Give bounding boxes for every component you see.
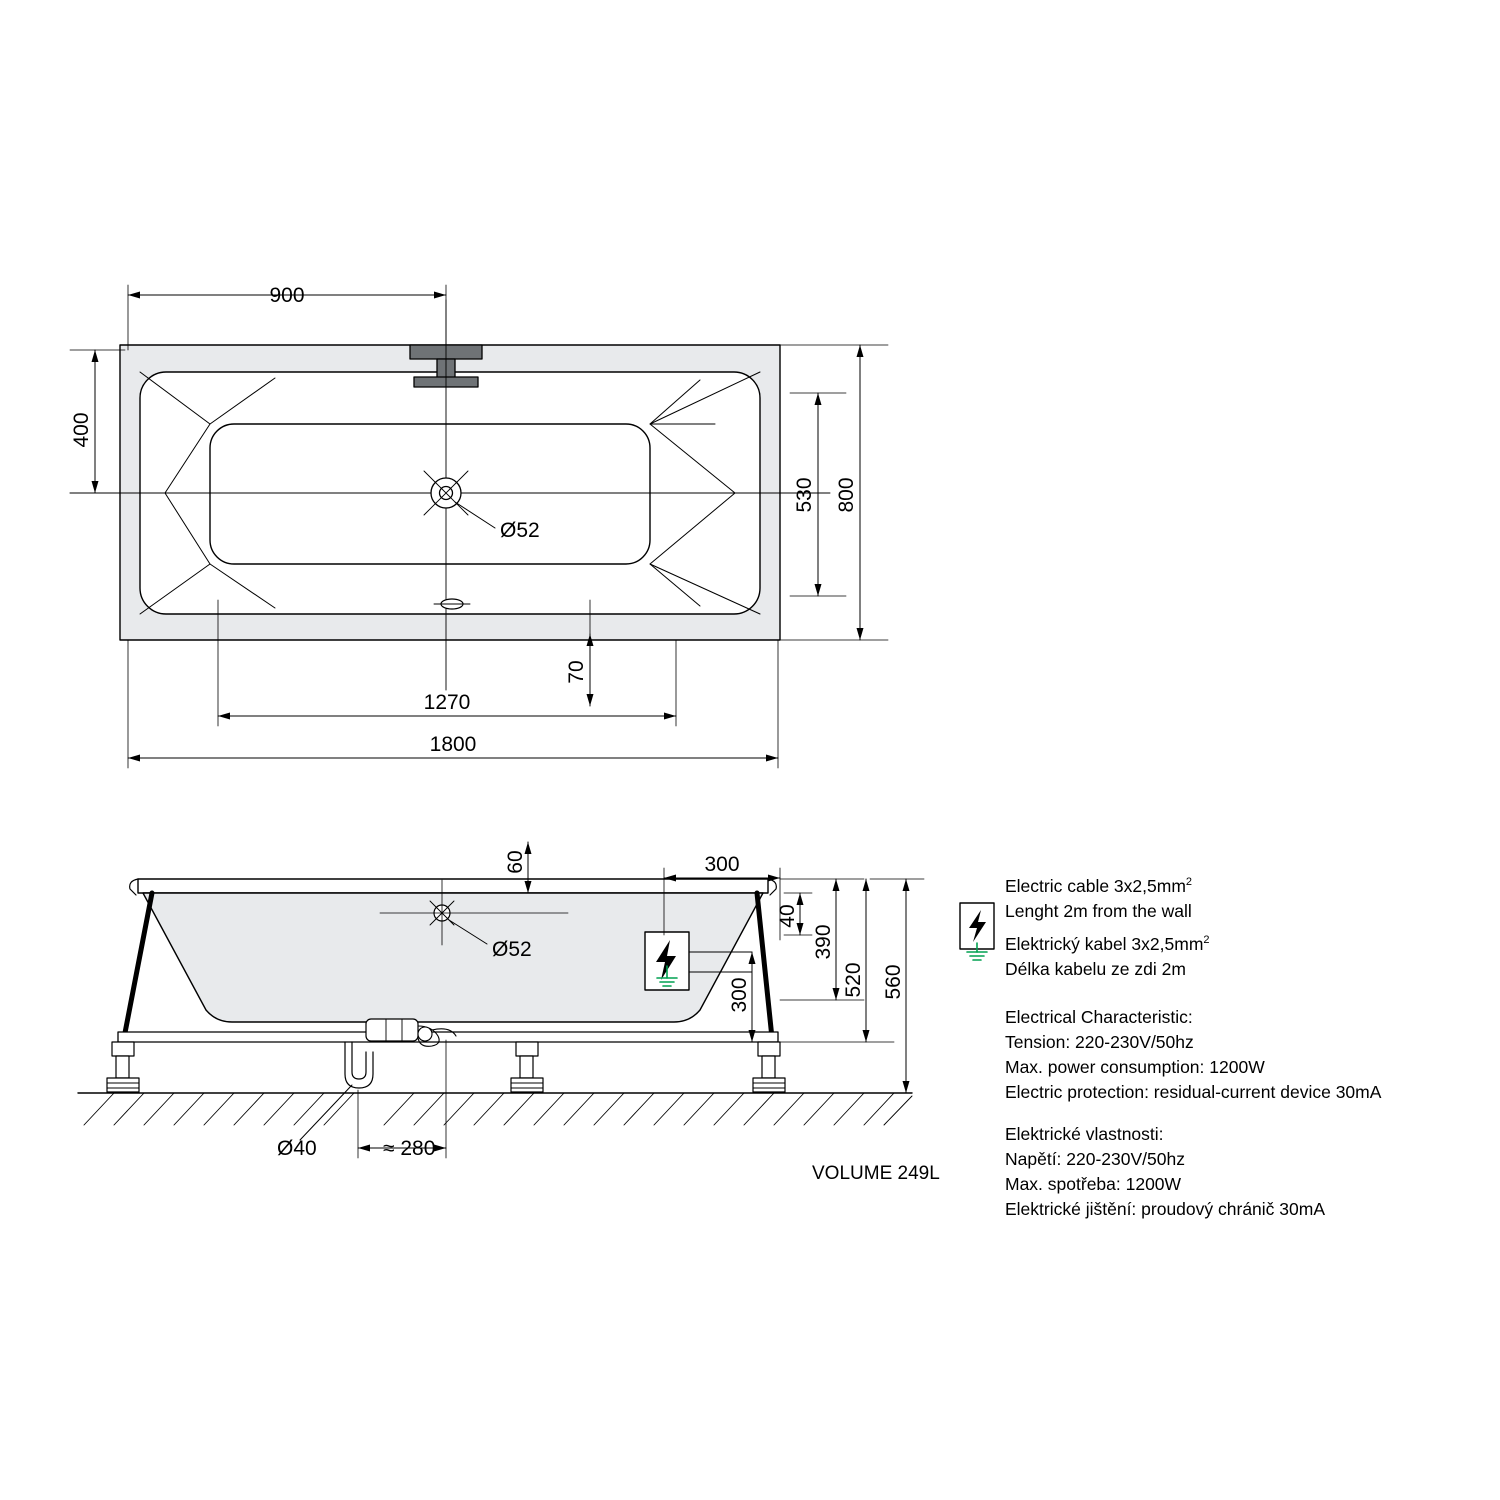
dim-label-70: 70 xyxy=(565,660,588,684)
dim-label-40-waste: Ø40 xyxy=(277,1137,317,1160)
dim-label-390: 390 xyxy=(812,924,835,960)
spec-cable-en-line1-text: Electric cable 3x2,5mm xyxy=(1005,875,1186,896)
dim-label-60: 60 xyxy=(504,850,527,874)
spec-cable-cz-line2: Délka kabelu ze zdi 2m xyxy=(1005,958,1186,979)
dim-label-520: 520 xyxy=(842,962,865,998)
top-view-group xyxy=(70,285,888,768)
dim-label-drain-52-side: Ø52 xyxy=(492,938,532,961)
spec-electrical-cz-row-1: Max. spotřeba: 1200W xyxy=(1005,1174,1182,1194)
spec-electrical-cz-row-0: Napětí: 220-230V/50hz xyxy=(1005,1149,1185,1169)
dim-label-400: 400 xyxy=(70,412,93,448)
spec-electrical-en-row-0: Tension: 220-230V/50hz xyxy=(1005,1032,1194,1052)
spec-cable-cz-line1 xyxy=(1005,928,1210,957)
volume-label: VOLUME 249L xyxy=(812,1163,940,1184)
spec-electrical-en xyxy=(1005,1005,1381,1105)
spec-cable-en-line1 xyxy=(1005,870,1192,899)
spec-electrical-en-title: Electrical Characteristic: xyxy=(1005,1007,1193,1027)
spec-cable-cz xyxy=(1005,928,1210,982)
spec-icon-group xyxy=(960,903,994,960)
dim-label-800: 800 xyxy=(835,477,858,513)
spec-cable-en xyxy=(1005,870,1192,924)
floor xyxy=(78,1093,912,1125)
spec-electrical-en-row-2: Electric protection: residual-current device 30mA xyxy=(1005,1082,1382,1102)
spec-electrical-cz xyxy=(1005,1122,1325,1222)
spec-cable-cz-line1-sup: 2 xyxy=(1203,934,1210,946)
dim-label-1800: 1800 xyxy=(429,733,477,756)
dim-label-300-top: 300 xyxy=(704,853,740,876)
dim-label-560: 560 xyxy=(882,964,905,1000)
spec-cable-cz-line1-text: Elektrický kabel 3x2,5mm xyxy=(1005,933,1204,954)
side-view-rim-plate xyxy=(138,879,768,893)
spec-electrical-en-row-1: Max. power consumption: 1200W xyxy=(1005,1057,1265,1077)
spec-cable-en-line1-sup: 2 xyxy=(1185,876,1193,888)
spec-cable-en-line2: Lenght 2m from the wall xyxy=(1005,900,1192,921)
dim-label-300-vertical: 300 xyxy=(728,977,751,1013)
dim-label-40: 40 xyxy=(776,904,799,928)
dim-label-280: ≈ 280 xyxy=(383,1137,436,1160)
top-view-basin xyxy=(210,424,650,564)
spec-electrical-cz-title: Elektrické vlastnosti: xyxy=(1005,1124,1164,1144)
side-view-frame-rail xyxy=(118,1032,778,1042)
dim-label-1270: 1270 xyxy=(423,691,471,714)
dim-label-900: 900 xyxy=(269,284,305,307)
dim-label-530: 530 xyxy=(793,477,816,513)
spec-electrical-cz-row-2: Elektrické jištění: proudový chránič 30mA xyxy=(1005,1199,1325,1219)
side-view-group xyxy=(78,842,924,1158)
dim-label-drain-52-top: Ø52 xyxy=(500,519,540,542)
